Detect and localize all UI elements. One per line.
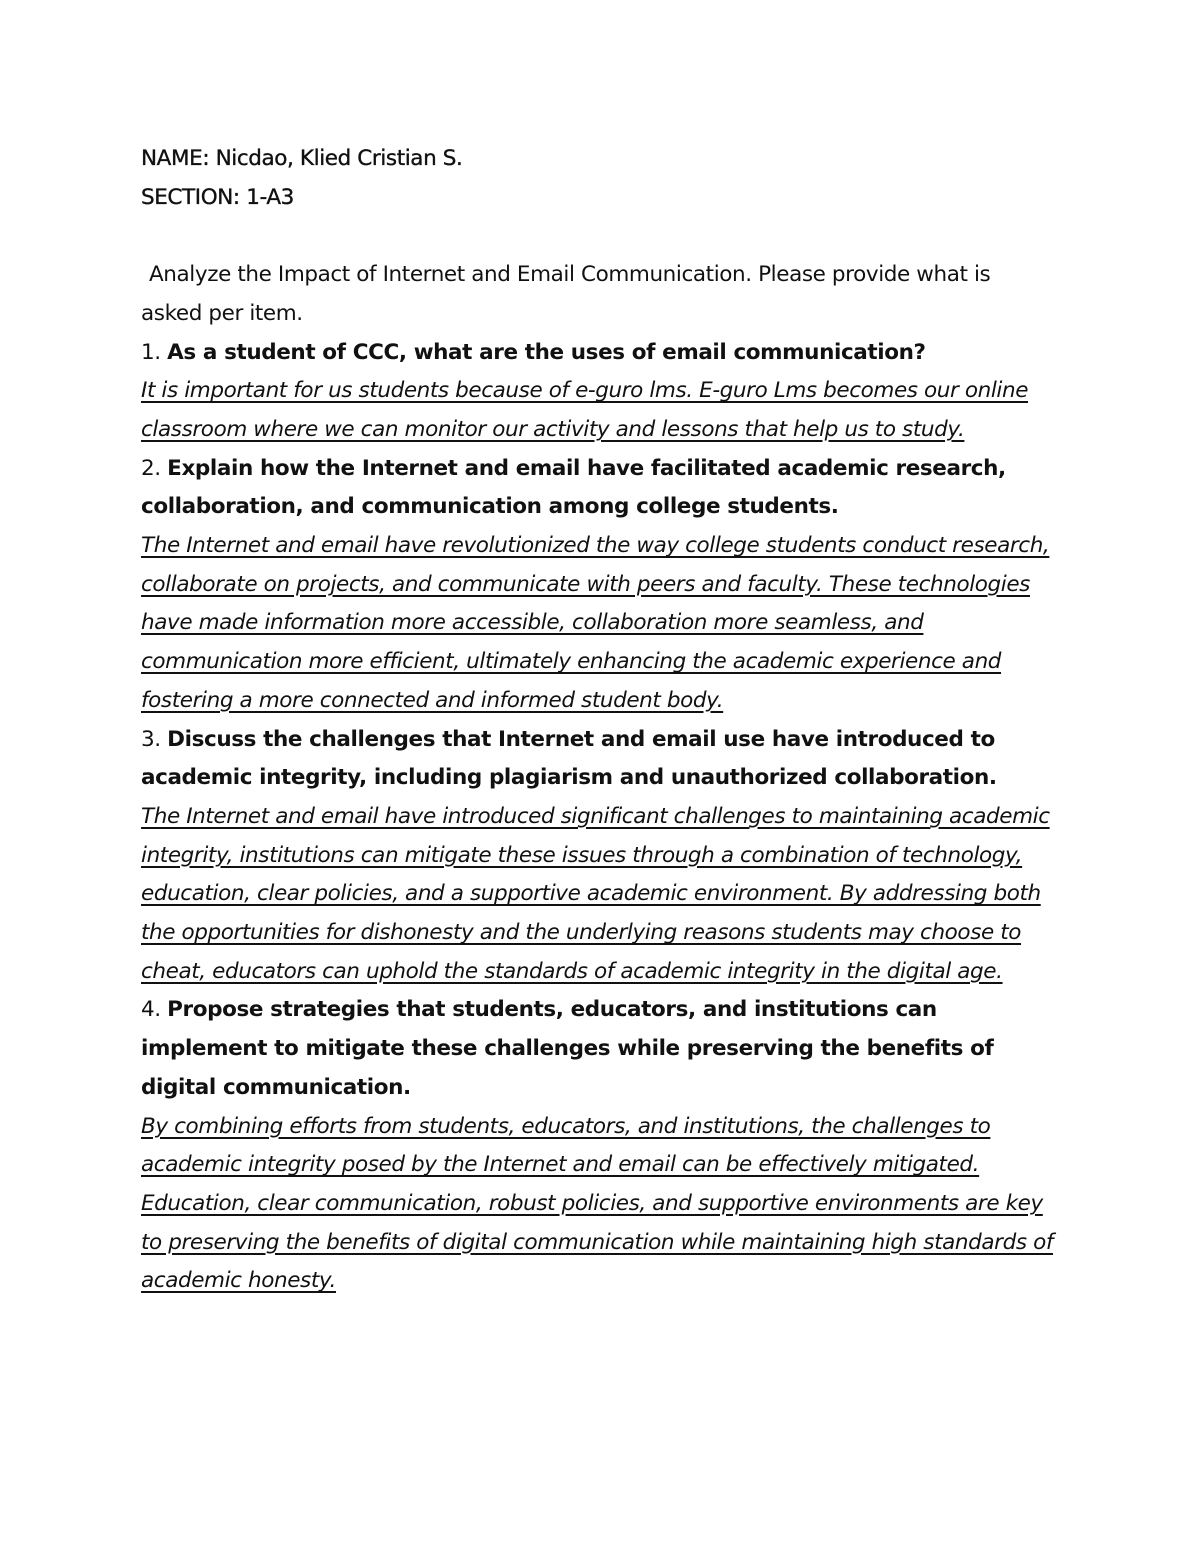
answer-text-4: By combining efforts from students, educators, and institutions, the challenges to academic integrity posed by the Internet and email can be effectively mitigated. Education, clear communication, robust policies, and supportive environments are key to preserving the benefits of digital communication while maintaining high standards of academic honesty. (141, 1113, 1054, 1294)
answer-text-1: It is important for us students because of e-guro lms. E-guro Lms becomes our online classroom where we can monitor our activity and lessons that help us to study. (141, 378, 1029, 442)
question-number: 2. (141, 455, 161, 481)
instructions (141, 256, 1056, 333)
question-text: As a student of CCC, what are the uses of email communication? (167, 339, 926, 365)
question-item-3 (141, 721, 1056, 798)
question-text: Discuss the challenges that Internet and email use have introduced to academic integrity, including plagiarism and unauthorized collaboration. (141, 726, 997, 791)
question-item-4 (141, 991, 1056, 1107)
document-page (141, 140, 1056, 1301)
question-item-1 (141, 334, 1056, 373)
answer-text-2: The Internet and email have revolutionized the way college students conduct research, collaborate on projects, and communicate with peers and faculty. These technologies have made information more accessible, collaboration more seamless, and communication more efficient, ultimately enhancing the academic experience and fostering a more connected and informed student body. (141, 533, 1050, 713)
student-name: NAME: Nicdao, Klied Cristian S. (141, 146, 463, 171)
question-item-2 (141, 450, 1056, 527)
blank-line (141, 217, 1056, 256)
instructions-text: Analyze the Impact of Internet and Email Communication. Please provide what is asked per item. (141, 262, 991, 326)
question-number: 3. (141, 726, 161, 752)
question-number: 1. (141, 339, 161, 365)
answer-text-3: The Internet and email have introduced significant challenges to maintaining academic integrity, institutions can mitigate these issues through a combination of technology, education, clear policies, and a supportive academic environment. By addressing both the opportunities for dishonesty and the underlying reasons students may choose to cheat, educators can uphold the standards of academic integrity in the digital age. (141, 803, 1050, 984)
question-number: 4. (141, 997, 161, 1023)
question-text: Explain how the Internet and email have facilitated academic research, collaboration, and communication among college students. (141, 455, 1006, 520)
student-section: SECTION: 1-A3 (141, 184, 294, 210)
question-text: Propose strategies that students, educators, and institutions can implement to mitigate these challenges while preserving the benefits of digital communication. (141, 997, 994, 1100)
